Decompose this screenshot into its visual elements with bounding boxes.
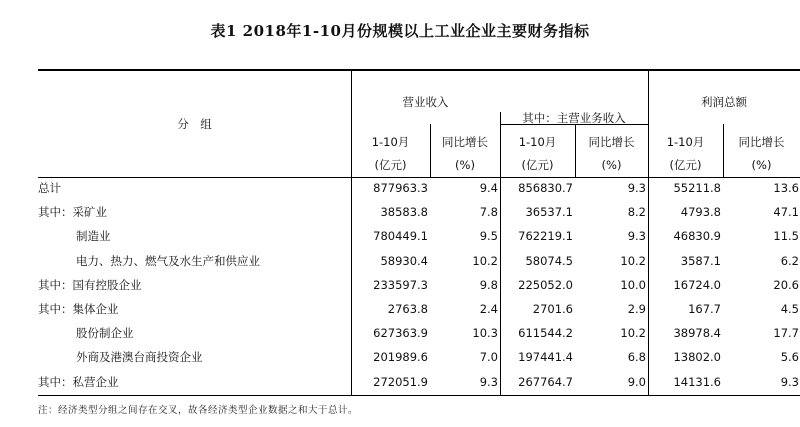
row-cell-c1: 201989.6	[373, 350, 428, 364]
row-cell-c5: 13802.0	[673, 350, 721, 364]
row-label: 其中：采矿业	[38, 205, 107, 219]
row-cell-c3: 267764.7	[518, 375, 573, 389]
row-cell-c6: 6.2	[780, 254, 799, 268]
row-cell-c3: 2701.6	[532, 302, 573, 316]
row-cell-c1: 2763.8	[387, 302, 428, 316]
header-c1-period: 1-10月	[371, 135, 410, 149]
row-cell-c4: 9.0	[627, 375, 646, 389]
row-cell-c5: 14131.6	[673, 375, 721, 389]
row-label: 其中：集体企业	[38, 302, 119, 316]
row-cell-c2: 9.8	[479, 278, 498, 292]
row-cell-c3: 36537.1	[525, 205, 573, 219]
header-revenue: 营业收入	[402, 95, 449, 109]
header-c2-unit: (%)	[455, 158, 475, 172]
row-label: 外商及港澳台商投资企业	[76, 350, 203, 364]
row-cell-c2: 7.8	[479, 205, 498, 219]
row-label: 总计	[38, 181, 61, 195]
row-cell-c3: 58074.5	[525, 254, 573, 268]
row-cell-c5: 38978.4	[673, 326, 721, 340]
row-cell-c5: 3587.1	[680, 254, 721, 268]
row-cell-c6: 17.7	[773, 326, 799, 340]
row-cell-c4: 10.0	[620, 278, 646, 292]
header-main-revenue: 其中：主营业务收入	[522, 111, 626, 125]
header-c5-period: 1-10月	[666, 135, 705, 149]
row-cell-c4: 6.8	[627, 350, 646, 364]
row-cell-c5: 167.7	[688, 302, 721, 316]
row-cell-c6: 5.6	[780, 350, 799, 364]
row-label: 其中：私营企业	[38, 375, 119, 389]
row-cell-c3: 197441.4	[518, 350, 573, 364]
row-cell-c2: 10.2	[472, 254, 498, 268]
header-c1-unit: (亿元)	[374, 158, 407, 172]
top-rule	[38, 69, 800, 71]
row-cell-c3: 856830.7	[518, 181, 573, 195]
row-cell-c2: 9.3	[479, 375, 498, 389]
row-cell-c4: 2.9	[627, 302, 646, 316]
row-cell-c5: 16724.0	[673, 278, 721, 292]
row-cell-c4: 9.3	[627, 229, 646, 243]
row-cell-c2: 10.3	[472, 326, 498, 340]
table-title: 表1 2018年1-10月份规模以上工业企业主要财务指标	[210, 22, 590, 40]
row-cell-c6: 9.3	[780, 375, 799, 389]
row-cell-c1: 877963.3	[373, 181, 428, 195]
row-cell-c6: 13.6	[773, 181, 799, 195]
row-label: 制造业	[76, 229, 111, 243]
row-cell-c5: 4793.8	[680, 205, 721, 219]
footnote: 注：经济类型分组之间存在交叉，故各经济类型企业数据之和大于总计。	[38, 405, 359, 416]
row-cell-c6: 20.6	[773, 278, 799, 292]
row-cell-c6: 47.1	[773, 205, 799, 219]
row-cell-c6: 4.5	[780, 302, 799, 316]
row-cell-c3: 762219.1	[518, 229, 573, 243]
row-cell-c3: 611544.2	[518, 326, 573, 340]
header-c4-yoy: 同比增长	[588, 135, 635, 149]
row-cell-c4: 9.3	[627, 181, 646, 195]
row-cell-c4: 10.2	[620, 254, 646, 268]
row-cell-c4: 8.2	[627, 205, 646, 219]
header-c6-unit: (%)	[751, 158, 772, 172]
row-cell-c1: 272051.9	[373, 375, 428, 389]
row-cell-c1: 38583.8	[380, 205, 428, 219]
row-cell-c1: 233597.3	[373, 278, 428, 292]
row-cell-c2: 2.4	[479, 302, 498, 316]
row-cell-c6: 11.5	[773, 229, 799, 243]
row-label: 电力、热力、燃气及水生产和供应业	[76, 254, 260, 268]
header-profit: 利润总额	[701, 95, 747, 109]
row-cell-c3: 225052.0	[518, 278, 573, 292]
row-cell-c4: 10.2	[620, 326, 646, 340]
row-cell-c1: 780449.1	[373, 229, 428, 243]
row-cell-c5: 55211.8	[673, 181, 721, 195]
row-cell-c2: 7.0	[479, 350, 498, 364]
header-c2-yoy: 同比增长	[442, 135, 488, 149]
header-bottom-rule	[38, 177, 800, 178]
header-c6-yoy: 同比增长	[738, 135, 785, 149]
bottom-rule	[38, 395, 800, 396]
row-label: 股份制企业	[76, 326, 134, 340]
row-cell-c1: 58930.4	[380, 254, 428, 268]
row-cell-c1: 627363.9	[373, 326, 428, 340]
header-c5-unit: (亿元)	[669, 158, 702, 172]
row-cell-c2: 9.5	[479, 229, 498, 243]
row-label: 其中：国有控股企业	[38, 278, 142, 292]
header-group: 分 组	[177, 117, 212, 131]
row-cell-c5: 46830.9	[673, 229, 721, 243]
header-c3-period: 1-10月	[518, 135, 557, 149]
header-c4-unit: (%)	[601, 158, 622, 172]
row-cell-c2: 9.4	[479, 181, 498, 195]
header-c3-unit: (亿元)	[521, 158, 554, 172]
